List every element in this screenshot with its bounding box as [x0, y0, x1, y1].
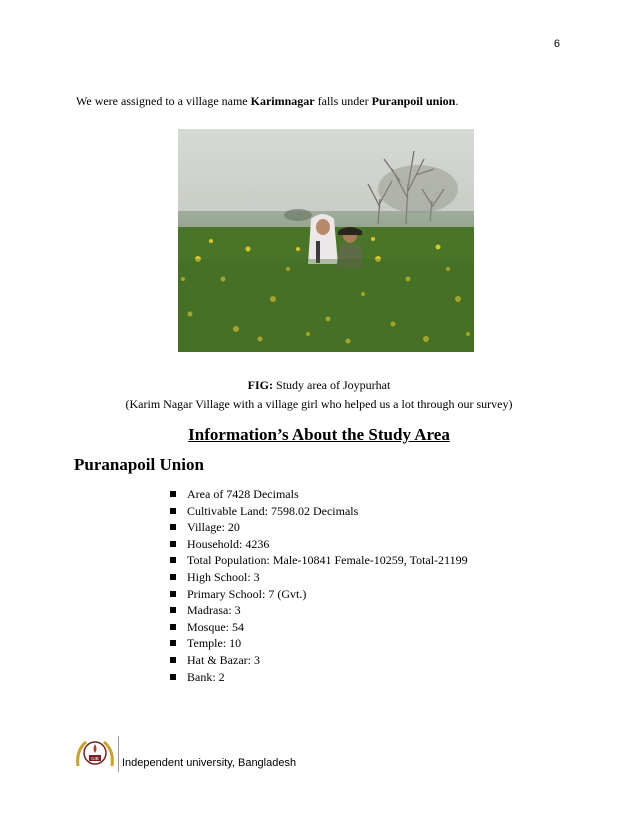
list-item: Cultivable Land: 7598.02 Decimals	[170, 503, 468, 520]
study-area-photo	[178, 129, 474, 352]
list-item: Madrasa: 3	[170, 602, 468, 619]
page-number: 6	[553, 38, 560, 50]
intro-middle: falls under	[314, 94, 372, 108]
bullet-icon	[170, 524, 176, 530]
union-facts-list	[170, 486, 468, 685]
intro-prefix: We were assigned to a village name	[76, 94, 251, 108]
list-item: Village: 20	[170, 519, 468, 536]
bullet-icon	[170, 491, 176, 497]
figure-caption	[0, 378, 638, 393]
bullet-icon	[170, 624, 176, 630]
figure-title: Study area of Joypurhat	[273, 378, 391, 392]
bullet-icon	[170, 557, 176, 563]
list-item: Primary School: 7 (Gvt.)	[170, 586, 468, 603]
list-item: Area of 7428 Decimals	[170, 486, 468, 503]
bullet-icon	[170, 508, 176, 514]
bullet-icon	[170, 640, 176, 646]
bullet-icon	[170, 591, 176, 597]
bullet-icon	[170, 574, 176, 580]
svg-text:IUB: IUB	[91, 756, 99, 761]
intro-suffix: .	[455, 94, 459, 108]
footer-institution: Independent university, Bangladesh	[122, 757, 297, 769]
figure-label: FIG:	[247, 378, 274, 392]
intro-paragraph	[76, 94, 576, 108]
bullet-icon	[170, 674, 176, 680]
list-item: Household: 4236	[170, 536, 468, 553]
bullet-icon	[170, 541, 176, 547]
village-name: Karimnagar	[250, 94, 315, 108]
list-item: Mosque: 54	[170, 619, 468, 636]
section-heading: Information’s About the Study Area	[188, 425, 450, 444]
list-item: High School: 3	[170, 569, 468, 586]
list-item: Bank: 2	[170, 669, 468, 686]
bullet-icon	[170, 607, 176, 613]
list-item: Hat & Bazar: 3	[170, 652, 468, 669]
figure-description: (Karim Nagar Village with a village girl who helped us a lot through our survey)	[125, 397, 513, 411]
girl-figure	[308, 214, 338, 264]
union-heading: Puranapoil Union	[74, 455, 204, 474]
university-logo	[74, 736, 119, 772]
list-item: Temple: 10	[170, 635, 468, 652]
union-name: Puranpoil union	[371, 94, 456, 108]
list-item: Total Population: Male-10841 Female-10259, Total-21199	[170, 552, 468, 569]
bullet-icon	[170, 657, 176, 663]
